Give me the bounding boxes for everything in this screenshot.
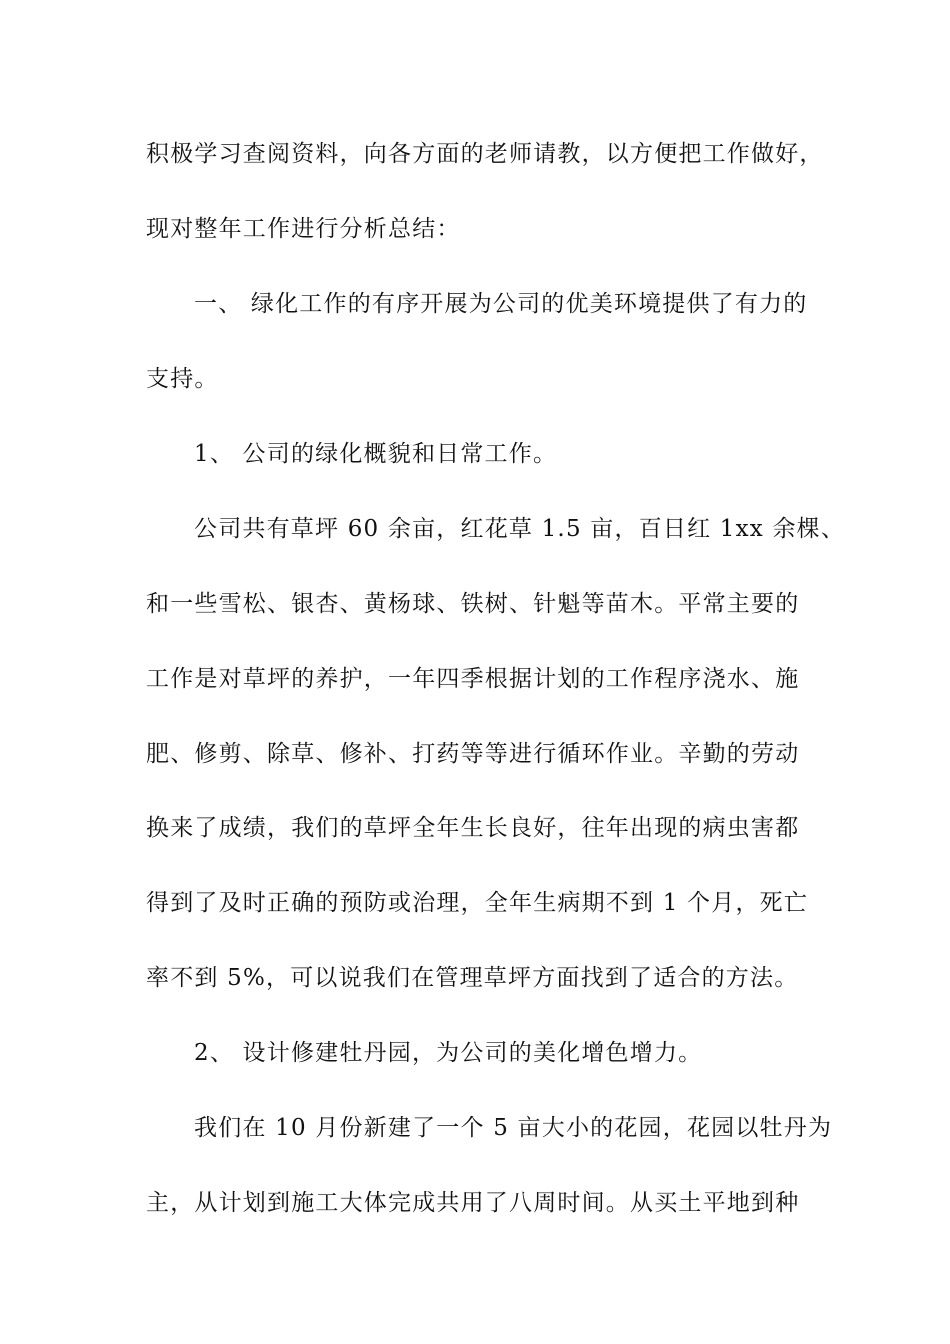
text-line-14: 我们在 10 月份新建了一个 5 亩大小的花园，花园以牡丹为 (194, 1115, 833, 1141)
section-heading-1: 一、 绿化工作的有序开展为公司的优美环境提供了有力的 (194, 291, 808, 317)
text-line-6: 公司共有草坪 60 余亩，红花草 1.5 亩，百日红 1xx 余棵、 (194, 516, 846, 542)
text-line-11: 得到了及时正确的预防或治理，全年生病期不到 1 个月，死亡 (146, 890, 809, 916)
text-line-4: 支持。 (146, 366, 219, 392)
text-line-8: 工作是对草坪的养护，一年四季根据计划的工作程序浇水、施 (146, 666, 800, 692)
text-line-10: 换来了成绩，我们的草坪全年生长良好，往年出现的病虫害都 (146, 815, 800, 841)
text-line-1: 积极学习查阅资料，向各方面的老师请教，以方便把工作做好， (146, 141, 824, 167)
subsection-heading-1: 1、 公司的绿化概貌和日常工作。 (194, 441, 558, 467)
subsection-heading-2: 2、 设计修建牡丹园，为公司的美化增色增力。 (194, 1040, 703, 1066)
text-line-7: 和一些雪松、银杏、黄杨球、铁树、针魁等苗木。平常主要的 (146, 591, 800, 617)
text-line-15: 主，从计划到施工大体完成共用了八周时间。从买土平地到种 (146, 1190, 800, 1216)
text-line-9: 肥、修剪、除草、修补、打药等等进行循环作业。辛勤的劳动 (146, 741, 800, 767)
text-line-12: 率不到 5%，可以说我们在管理草坪方面找到了适合的方法。 (146, 965, 799, 991)
text-line-2: 现对整年工作进行分析总结： (146, 216, 461, 242)
